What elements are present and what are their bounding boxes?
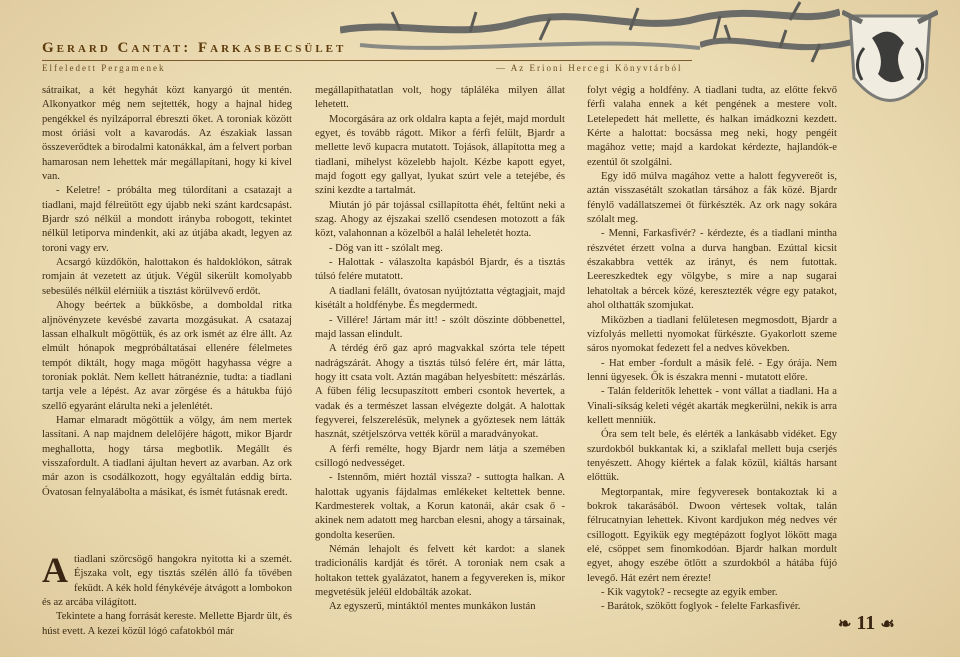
branch-illustration-right	[700, 20, 860, 70]
paragraph: Acsargó küzdőkön, halottakon és haldoklókon, sátrak romjain át vezetett az útjuk. Végül sikerült komolyabb sebesülés nélkül elérniük a tisztást körülvevő erdőt.	[42, 257, 292, 297]
dropcap-section	[42, 550, 292, 639]
text-column-2	[315, 84, 565, 615]
paragraph: - Villére! Jártam már itt! - szólt döszinte döbbenettel, majd lassan elindult.	[315, 314, 565, 340]
paragraph: - Kik vagytok? - recsegte az egyik ember.	[601, 587, 778, 599]
dropcap-text: tiadlani szörcsögő hangokra nyitotta ki a szemét. Éjszaka volt, egy tisztás szélén álló fa tövében feküdt. A kék hold fénykévéje átvágott a lombokon és az arcába világított.	[42, 554, 292, 609]
dropcap-paragraph	[42, 550, 292, 610]
paragraph: - Istennőm, miért hoztál vissza? - suttogta halkan. A halottak ugyanis fájdalmas emlékeket keltettek benne. Kardmesterek voltak, a Korun katonái, akár csak ő - akinek nem adatott meg harcban elesni, ahogy a társainak, gondolta keserűen.	[315, 472, 565, 541]
paragraph: Megtorpantak, mire fegyveresek bontakoztak ki a bokrok takarásából. Dwoon vértesek voltak, talán félrucatnyian lehettek. Kivont kardjukon még nedves vér csillogott. Egyikük egy megtépázott foglyot lökött maga elé, csöppet sem finomkodóan. Bjardr halkan mordult egyet, ahogy eszébe ötlött a szurdokból a hátába fújó levegő. Hát ezért nem érezte!	[587, 486, 837, 584]
paragraph: sátraikat, a két hegyhát közt kanyargó út mentén. Alkonyatkor még nem sejtették, hogy a hajnal hideg pengékkel és nyílzáporral ébreszti őket. A toroniak között most óriási volt a kavarodás. Az északiak lassan összeverődtek a birodalmi katonákkal, ám a felvert porban hamarosan nem lehettek már megállapítani, hogy ki kivel van.	[42, 85, 292, 183]
section-label: Elfeledett Pergamenek	[42, 63, 166, 73]
paragraph: Miután jó pár tojással csillapította éhét, feltűnt neki a szag. Ahogy az éjszakai szellő csendesen motozott a fák közt, valahonnan a közelből a halál leheletét hozta.	[315, 199, 565, 240]
paragraph: Egy idő múlva magához vette a halott fegyvereőt is, aztán visszasétált szokatlan társához a fák közé. Bjardr fénylő vadállatszemei őt fürkészték. Az ork nagy sokára szólalt meg.	[587, 171, 837, 226]
page-number-text: 11	[856, 612, 876, 634]
source-label-text: Az Erioni Hercegi Könyvtárból	[510, 63, 683, 73]
paragraph: Tekintete a hang forrását kereste. Mellette Bjardr ült, és húst evett. A kezei közül lógó cafatokból már	[42, 611, 292, 637]
paragraph: - Barátok, szökött foglyok - felelte Farkasfivér.	[601, 601, 801, 613]
paragraph: A tiadlani felállt, óvatosan nyújtóztatta végtagjait, majd kisétált a holdfénybe. És megdermedt.	[315, 285, 565, 312]
shield-dragon-emblem	[842, 8, 938, 128]
paragraph: folyt végig a holdfény. A tiadlani tudta, az előtte fekvő férfi valaha ennek a két pengének a mestere volt. Letelepedett hát mellette, és halkan imádkozni kezdett. Kérte a halottat: bocsássa meg neki, hogy pengéit magához vette; majd a kardokat kérdezte, hajlandók-e ezentúl őt szolgálni.	[587, 85, 837, 168]
drop-cap: A	[42, 550, 68, 590]
paragraph: - Hat ember -fordult a másik felé. - Egy órája. Nem lenni ügyesek. Ők is északra menni - mutatott előre.	[587, 357, 837, 383]
paragraph: - Halottak - válaszolta kapásból Bjardr, és a tisztás túlsó felére mutatott.	[315, 257, 565, 283]
paragraph: megállapíthatatlan volt, hogy tápláléka milyen állat lehetett.	[315, 85, 565, 111]
text-column-3	[587, 84, 837, 615]
running-title: Gerard Cantat: Farkasbecsület	[42, 40, 347, 56]
text-column-1	[42, 84, 292, 500]
paragraph: Némán lehajolt és felvett két kardot: a slanek tradicionális kardját és tőrét. A toroniak nem csak a holtakon tettek gyalázatot, hanem a fegyvereken is, mikor megvetésük jeléül eldobálták azokat.	[315, 544, 565, 599]
paragraph: Ahogy beértek a bükkösbe, a domboldal ritka aljnövényzete kevésbé zavarta mozgásukat. A csatazaj lassan elhalkult mögöttük, és az ork ismét az élre állt. Az elmúlt hónapok megpróbáltatásai ellenére félelmetes tempót diktált, hogy maga mögött hagyhassa végre a toroniak poklát. Nem kellett hátranéznie, tudta: a tiadlani tartja vele a lépést. Az avar zörgése és a hátukba fújó szellő egyaránt elárulta neki a jelenlétét.	[42, 300, 292, 412]
paragraph: Hamar elmaradt mögöttük a völgy, ám nem mertek lassítani. A nap majdnem delelőjére hágott, mikor Bjardr meghallotta, hogy társa megbotlik. Megállt és visszafordult. A tiadlani ájultan hevert az avarban. Az ork már azon is csodálkozott, hogy egyáltalán eddig bírta. Óvatosan felnyalábolta a másikat, és ismét futásnak eredt.	[42, 414, 292, 498]
paragraph: A férfi remélte, hogy Bjardr nem látja a szemében csillogó nedvességet.	[315, 443, 565, 469]
paragraph: Miközben a tiadlani felületesen megmosdott, Bjardr a vízfolyás melletti nyomokat fürkészte. Gyakorlott szeme sáros nyomokat fedezett fel a nedves kövekben.	[587, 314, 837, 355]
paragraph: Óra sem telt bele, és elérték a lankásabb vidéket. Egy szurdokból bukkantak ki, a sziklafal mellett buja cserjés tenyészett. Ahogy kiértek a falak közül, kiáltás harsant előttük.	[587, 429, 837, 484]
paragraph: A térdég érő gaz apró magvakkal szórta tele tépett nadrágszárát. Ahogy a tisztás túlsó felére ért, már látta, hogy itt csata volt. Aztán magában helyesbített: mészárlás. A fűben félig lecsupaszított emberi csontok hevertek, a vadak és a természet lassan elvégezte dolgát. A halottak fegyverei, felszerelésük, melynek a győztesek nem látták hasznát, szétjelszórva vették körül a maradványokat.	[315, 343, 565, 441]
header-divider	[42, 60, 692, 61]
paragraph: Mocorgására az ork oldalra kapta a fejét, majd mordult egyet, és tovább rágott. Mikor a férfi felült, Bjardr a mellette levő kupacra mutatott. Tojások, állapította meg a tiadlani, mihelyst közelebb hajolt. Kézbe kapott egyet, majd fogott egy gallyat, lyukat szúrt vele a tetejébe, és színi kezdte a tartalmát.	[315, 113, 565, 197]
paragraph: - Talán felderítők lehettek - vont vállat a tiadlani. Ha a Vinali-síkság keleti végét akarták megkerülni, nekik is arra kellett menniük.	[587, 386, 837, 426]
ornament-icon: ❧	[838, 616, 852, 633]
paragraph: Az egyszerű, mintáktól mentes munkákon lustán	[329, 601, 536, 613]
source-label: — Az Erioni Hercegi Könyvtárból	[496, 63, 683, 73]
paragraph: - Dög van itt - szólalt meg.	[329, 242, 443, 254]
paragraph: - Menni, Farkasfivér? - kérdezte, és a tiadlani mintha részvétet érzett volna a durva hangban. Ezúttal kicsit északabbra vették az irányt, és nem futottak. Leereszkedtek egy völgybe, s mire a nap sugarai lehatoltak a bércek közé, keresztezték végre egy patakot, ahol olthatták szomjukat.	[587, 228, 837, 312]
ornament-icon: ☙	[880, 616, 895, 633]
page-number	[838, 612, 895, 635]
paragraph: - Keletre! - próbálta meg túlordítani a csatazajt a tiadlani, majd félreütött egy újabb neki szánt kardcsapást. Bjardr szó nélkül a mondott irányba robogott, tekintet nélkül letiporva mindenkit, aki az útjába akadt, legyen az toroni vagy erv.	[42, 185, 292, 254]
